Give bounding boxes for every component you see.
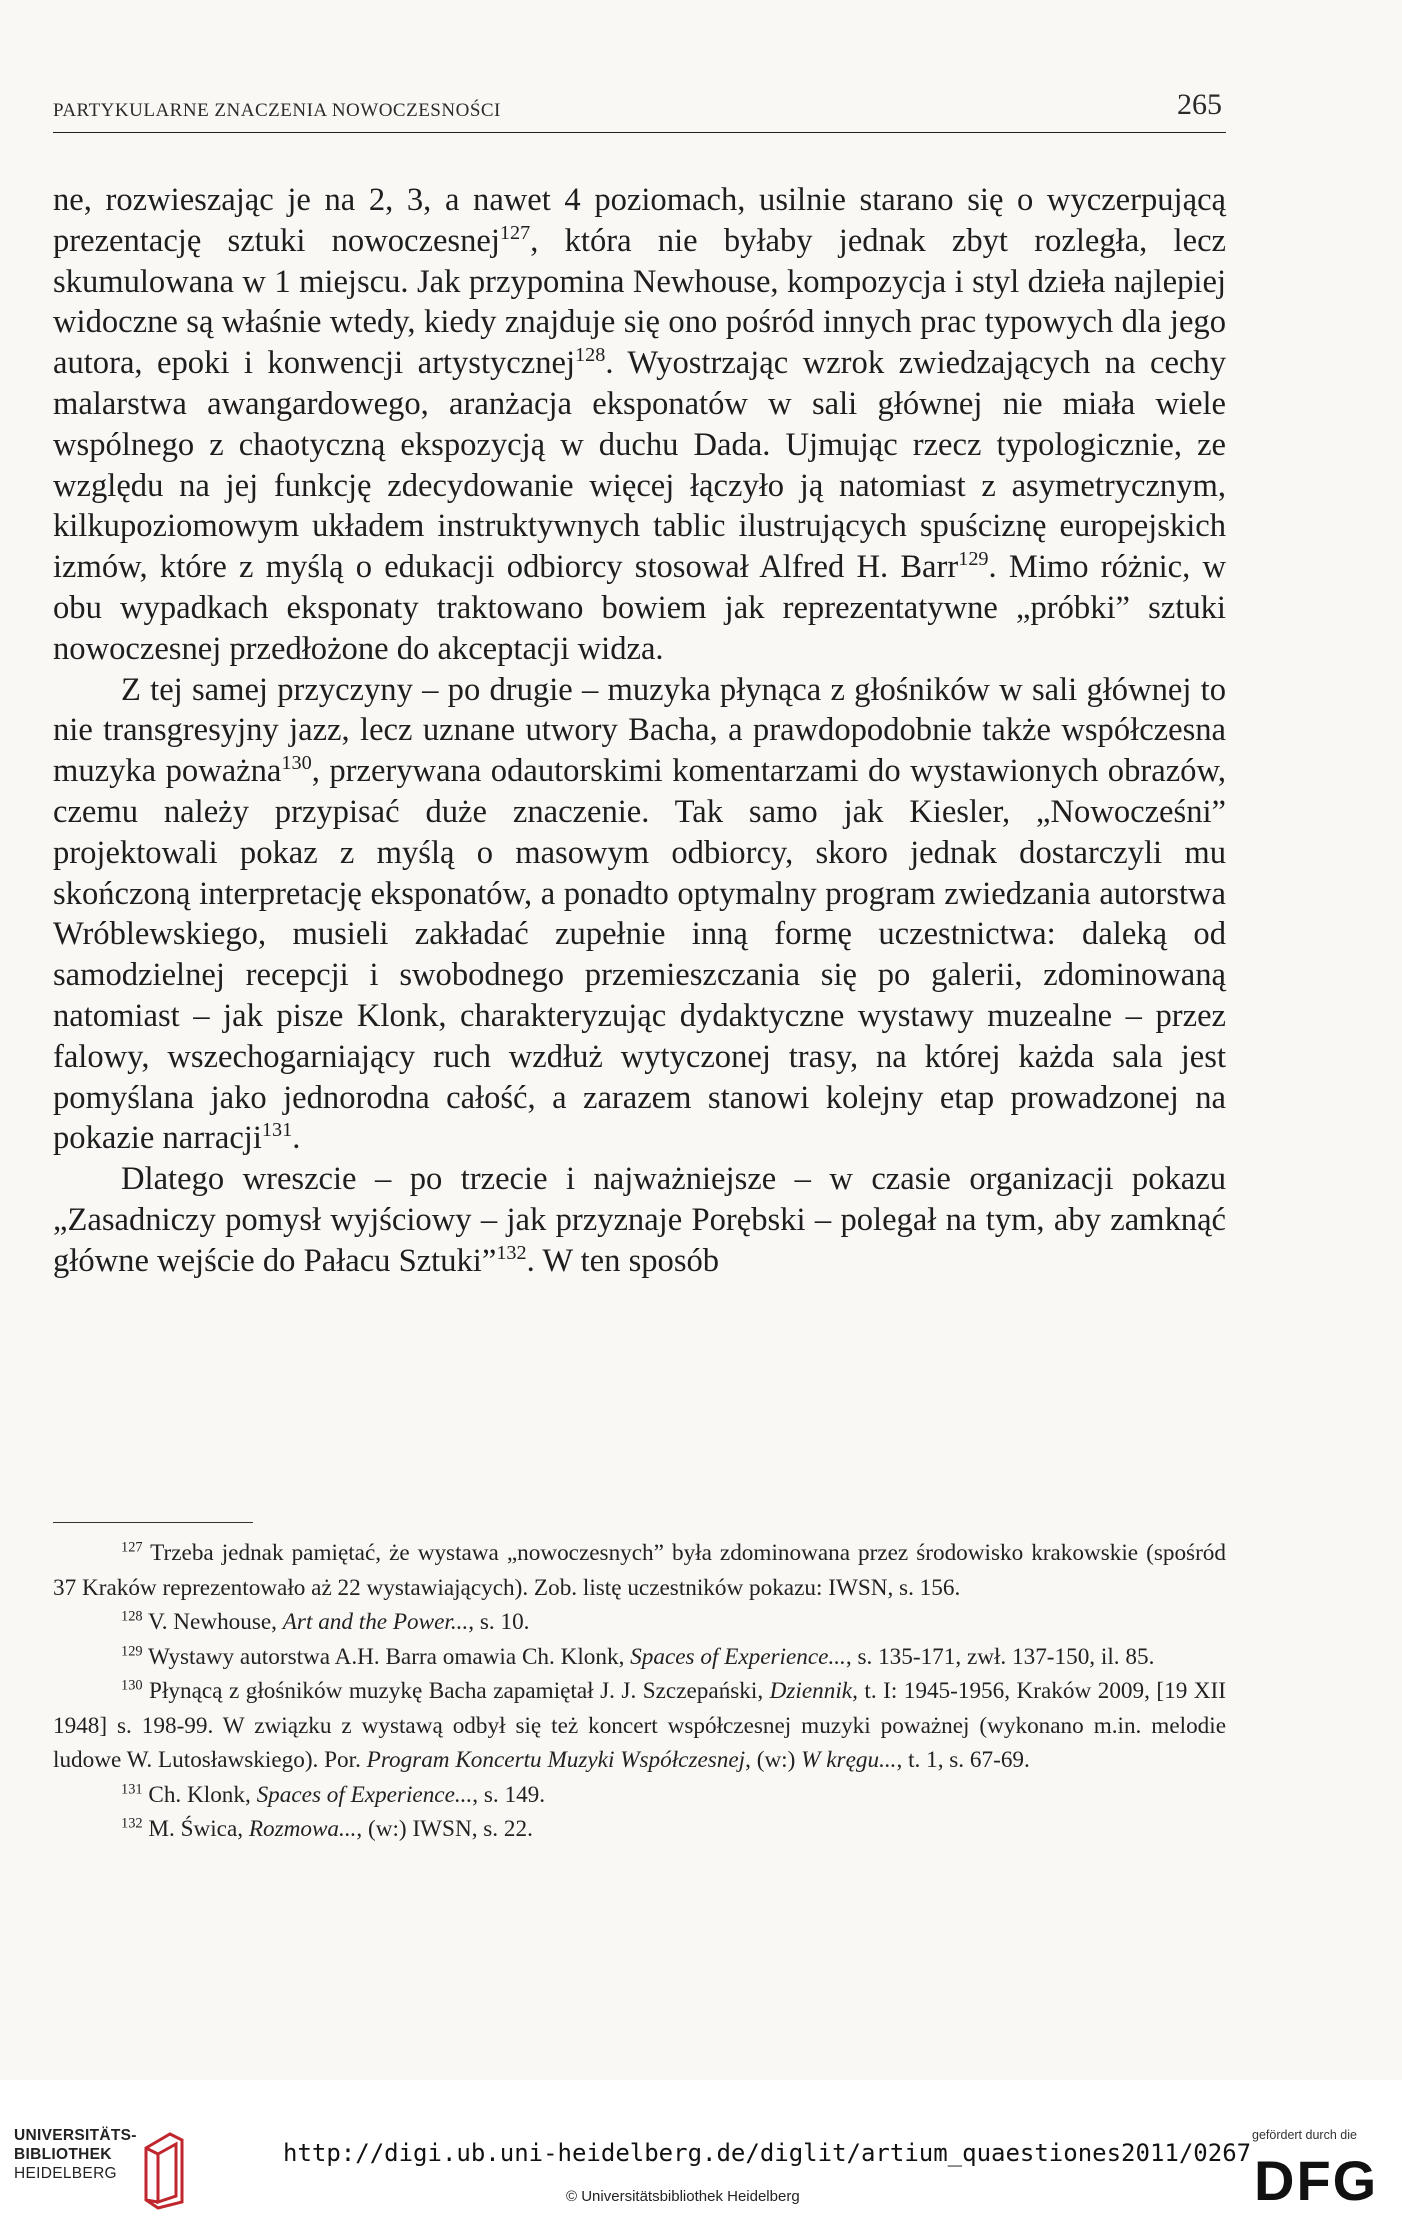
library-mark-icon — [140, 2130, 188, 2210]
footnote-ref[interactable]: 132 — [496, 1241, 527, 1264]
footnote-131: $^{131}$ Ch. Klonk, Spaces of Experience..., s. 149. — [121, 1780, 546, 1808]
footnote-129: $^{129}$ Wystawy autorstwa A.H. Barra omawia Ch. Klonk, Spaces of Experience..., s. 135-171, zwł. 137-150, il. 85. — [121, 1642, 1155, 1670]
main-text — [53, 180, 1226, 1282]
library-name: UNIVERSITÄTS- BIBLIOTHEK HEIDELBERG — [14, 2127, 137, 2182]
paragraph: Z tej samej przyczyny – po drugie – muzyka płynąca z głośników w sali głównej to nie transgresyjny jazz, lecz uznane utwory Bacha, a prawdopodobnie także współczesna muzyka poważna$^{130}$, przerywana odautorskimi komentarzami do wystawionych obrazów, czemu należy przypisać duże znaczenie. Tak samo jak Kiesler, „Nowocześni” projektowali pokaz z myślą o masowym odbiorcy, skoro jednak dostarczyli mu skończoną interpretację eksponatów, a ponadto optymalny program zwiedzania autorstwa Wróblewskiego, musieli zakładać zupełnie inną formę uczestnictwa: daleką od samodzielnej recepcji i swobodnego przemieszczania się po galerii, zdominowaną natomiast – jak pisze Klonk, charakteryzując dydaktyczne wystawy muzealne – przez falowy, wszechogarniający ruch wzdłuż wytyczonej trasy, na której każda sala jest pomyślana jako jednorodna całość, a zarazem stanowi kolejny etap prowadzonej na pokazie narracji$^{131}$. — [53, 671, 1226, 1157]
copyright-notice: © Universitätsbibliothek Heidelberg — [566, 2188, 800, 2205]
funder-logo[interactable] — [1252, 2128, 1392, 2214]
paragraph: Dlatego wreszcie – po trzecie i najważniejsze – w czasie organizacji pokazu „Zasadniczy pomysł wyjściowy – jak przyznaje Porębski – polegał na tym, aby zamknąć główne wejście do Pałacu Sztuki”$^{132}$. W ten sposób — [53, 1161, 1226, 1279]
library-logo[interactable] — [14, 2126, 244, 2216]
footnotes — [53, 1536, 1226, 1847]
footnote-132: $^{132}$ M. Świca, Rozmowa..., (w:) IWSN, s. 22. — [121, 1815, 533, 1842]
footnote-ref[interactable]: 127 — [499, 221, 531, 244]
page-header — [53, 88, 1226, 133]
page-number: 265 — [1177, 88, 1222, 121]
running-head: PARTYKULARNE ZNACZENIA NOWOCZESNOŚCI — [53, 100, 501, 121]
permalink-url[interactable]: http://digi.ub.uni-heidelberg.de/diglit/artium_quaestiones2011/0267 — [283, 2139, 1252, 2167]
viewer-footer — [0, 2114, 1402, 2219]
footnote-130: $^{130}$ Płynącą z głośników muzykę Bacha zapamiętał J. J. Szczepański, Dziennik, t. I: 1945-1956, Kraków 2009, [19 XII 1948] s. 198-99. W związku z wystawą odbył się też koncert współczesnej muzyki poważnej (wykonano m.in. melodie ludowe W. Lutosławskiego). Por. Program Koncertu Muzyki Współczesnej, (w:) W kręgu..., t. 1, s. 67-69. — [53, 1677, 1226, 1773]
dfg-logo-icon — [1252, 2150, 1388, 2208]
footnote-127: $^{127}$ Trzeba jednak pamiętać, że wystawa „nowoczesnych” była zdominowana przez środowisko krakowskie (spośród 37 Kraków reprezentowało aż 22 wystawiających). Zob. listę uczestników pokazu: IWSN, s. 156. — [53, 1539, 1226, 1601]
footnote-ref[interactable]: 128 — [575, 344, 606, 367]
paragraph: ne, rozwieszając je na 2, 3, a nawet 4 poziomach, usilnie starano się o wyczerpującą prezentację sztuki nowoczesnej$^{127}$, która nie byłaby jednak zbyt rozległa, lecz skumulowana w 1 miejscu. Jak przypomina Newhouse, kompozycja i styl dzieła najlepiej widoczne są właśnie wtedy, kiedy znajduje się ono pośród innych prac typowych dla jego autora, epoki i konwencji artystycznej$^{128}$. Wyostrzając wzrok zwiedzających na cechy malarstwa awangardowego, aranżacja eksponatów w sali głównej nie miała wiele wspólnego z chaotyczną ekspozycją w duchu Dada. Ujmując rzecz typologicznie, ze względu na jej funkcję zdecydowanie więcej łączyło ją natomiast z asymetrycznym, kilkupoziomowym układem instruktywnych tablic ilustrujących spuściznę europejskich izmów, które z myślą o edukacji odbiorcy stosował Alfred H. Barr$^{129}$. Mimo różnic, w obu wypadkach eksponaty traktowano bowiem jak reprezentatywne „próbki” sztuki nowoczesnej przedłożone do akceptacji widza. — [53, 182, 1227, 667]
funder-caption: gefördert durch die — [1252, 2128, 1357, 2142]
footnote-128: $^{128}$ V. Newhouse, Art and the Power..., s. 10. — [121, 1608, 530, 1635]
footnote-separator — [53, 1522, 253, 1523]
footnote-ref[interactable]: 129 — [958, 548, 989, 571]
footnote-ref[interactable]: 131 — [261, 1119, 293, 1142]
svg-text:DFG: DFG — [1254, 2150, 1379, 2208]
footnote-ref[interactable]: 130 — [281, 752, 312, 775]
